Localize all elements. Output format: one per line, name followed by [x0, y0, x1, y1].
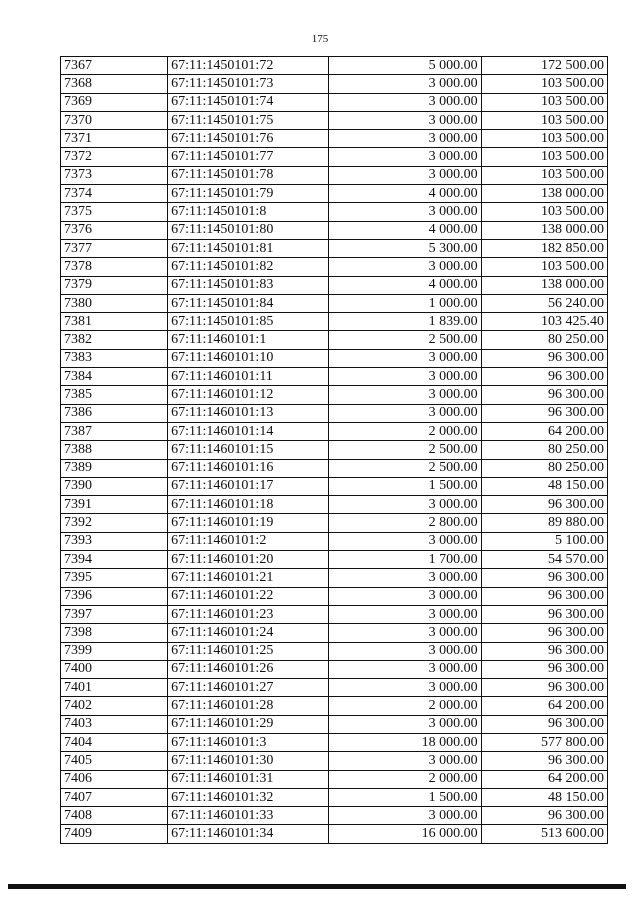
- value-cell: 96 300.00: [481, 605, 607, 623]
- row-number-cell: 7376: [61, 221, 168, 239]
- value-cell: 103 500.00: [481, 93, 607, 111]
- cadastral-table: [60, 56, 608, 844]
- area-cell: 16 000.00: [328, 825, 481, 843]
- cadastral-number-cell: 67:11:1450101:78: [168, 166, 329, 184]
- value-cell: 96 300.00: [481, 496, 607, 514]
- area-cell: 3 000.00: [328, 660, 481, 678]
- table-row: [61, 276, 608, 294]
- cadastral-number-cell: 67:11:1460101:19: [168, 514, 329, 532]
- value-cell: 103 500.00: [481, 148, 607, 166]
- cadastral-number-cell: 67:11:1450101:79: [168, 185, 329, 203]
- area-cell: 2 800.00: [328, 514, 481, 532]
- table-row: [61, 551, 608, 569]
- value-cell: 513 600.00: [481, 825, 607, 843]
- cadastral-number-cell: 67:11:1460101:27: [168, 679, 329, 697]
- area-cell: 4 000.00: [328, 185, 481, 203]
- value-cell: 103 425.40: [481, 313, 607, 331]
- row-number-cell: 7381: [61, 313, 168, 331]
- table-row: [61, 331, 608, 349]
- table-row: [61, 569, 608, 587]
- row-number-cell: 7375: [61, 203, 168, 221]
- area-cell: 3 000.00: [328, 258, 481, 276]
- cadastral-number-cell: 67:11:1450101:84: [168, 294, 329, 312]
- row-number-cell: 7377: [61, 239, 168, 257]
- value-cell: 64 200.00: [481, 697, 607, 715]
- row-number-cell: 7382: [61, 331, 168, 349]
- page-number: 175: [311, 33, 329, 45]
- area-cell: 3 000.00: [328, 203, 481, 221]
- row-number-cell: 7387: [61, 422, 168, 440]
- area-cell: 1 000.00: [328, 294, 481, 312]
- table-body: [61, 57, 608, 844]
- cadastral-number-cell: 67:11:1460101:21: [168, 569, 329, 587]
- table-row: [61, 386, 608, 404]
- cadastral-number-cell: 67:11:1450101:85: [168, 313, 329, 331]
- value-cell: 48 150.00: [481, 477, 607, 495]
- row-number-cell: 7393: [61, 532, 168, 550]
- table-row: [61, 349, 608, 367]
- table-row: [61, 807, 608, 825]
- row-number-cell: 7396: [61, 587, 168, 605]
- value-cell: 103 500.00: [481, 111, 607, 129]
- row-number-cell: 7389: [61, 459, 168, 477]
- value-cell: 103 500.00: [481, 75, 607, 93]
- row-number-cell: 7371: [61, 130, 168, 148]
- value-cell: 96 300.00: [481, 660, 607, 678]
- value-cell: 96 300.00: [481, 569, 607, 587]
- value-cell: 103 500.00: [481, 203, 607, 221]
- value-cell: 89 880.00: [481, 514, 607, 532]
- area-cell: 3 000.00: [328, 624, 481, 642]
- area-cell: 3 000.00: [328, 569, 481, 587]
- table-row: [61, 185, 608, 203]
- bottom-rule: [8, 884, 626, 889]
- cadastral-number-cell: 67:11:1460101:20: [168, 551, 329, 569]
- row-number-cell: 7404: [61, 733, 168, 751]
- table-row: [61, 477, 608, 495]
- value-cell: 103 500.00: [481, 130, 607, 148]
- area-cell: 3 000.00: [328, 368, 481, 386]
- cadastral-number-cell: 67:11:1450101:74: [168, 93, 329, 111]
- value-cell: 96 300.00: [481, 715, 607, 733]
- row-number-cell: 7373: [61, 166, 168, 184]
- area-cell: 3 000.00: [328, 386, 481, 404]
- value-cell: 96 300.00: [481, 404, 607, 422]
- row-number-cell: 7409: [61, 825, 168, 843]
- area-cell: 2 000.00: [328, 770, 481, 788]
- value-cell: 138 000.00: [481, 185, 607, 203]
- row-number-cell: 7384: [61, 368, 168, 386]
- value-cell: 182 850.00: [481, 239, 607, 257]
- value-cell: 138 000.00: [481, 276, 607, 294]
- table-row: [61, 221, 608, 239]
- cadastral-number-cell: 67:11:1460101:13: [168, 404, 329, 422]
- value-cell: 80 250.00: [481, 441, 607, 459]
- cadastral-number-cell: 67:11:1460101:1: [168, 331, 329, 349]
- cadastral-number-cell: 67:11:1460101:28: [168, 697, 329, 715]
- table-row: [61, 258, 608, 276]
- cadastral-number-cell: 67:11:1460101:24: [168, 624, 329, 642]
- value-cell: 96 300.00: [481, 807, 607, 825]
- area-cell: 2 500.00: [328, 441, 481, 459]
- table-row: [61, 587, 608, 605]
- table-row: [61, 313, 608, 331]
- area-cell: 18 000.00: [328, 733, 481, 751]
- cadastral-number-cell: 67:11:1460101:23: [168, 605, 329, 623]
- value-cell: 96 300.00: [481, 349, 607, 367]
- cadastral-number-cell: 67:11:1450101:75: [168, 111, 329, 129]
- area-cell: 2 000.00: [328, 697, 481, 715]
- row-number-cell: 7369: [61, 93, 168, 111]
- value-cell: 80 250.00: [481, 459, 607, 477]
- row-number-cell: 7374: [61, 185, 168, 203]
- area-cell: 4 000.00: [328, 221, 481, 239]
- cadastral-number-cell: 67:11:1460101:25: [168, 642, 329, 660]
- table-row: [61, 404, 608, 422]
- area-cell: 1 500.00: [328, 477, 481, 495]
- cadastral-number-cell: 67:11:1450101:76: [168, 130, 329, 148]
- table-row: [61, 496, 608, 514]
- row-number-cell: 7390: [61, 477, 168, 495]
- area-cell: 3 000.00: [328, 587, 481, 605]
- cadastral-number-cell: 67:11:1450101:73: [168, 75, 329, 93]
- cadastral-number-cell: 67:11:1460101:32: [168, 788, 329, 806]
- value-cell: 56 240.00: [481, 294, 607, 312]
- row-number-cell: 7398: [61, 624, 168, 642]
- area-cell: 3 000.00: [328, 642, 481, 660]
- table-row: [61, 660, 608, 678]
- area-cell: 3 000.00: [328, 404, 481, 422]
- value-cell: 96 300.00: [481, 587, 607, 605]
- area-cell: 1 500.00: [328, 788, 481, 806]
- table-row: [61, 697, 608, 715]
- cadastral-number-cell: 67:11:1450101:8: [168, 203, 329, 221]
- area-cell: 3 000.00: [328, 349, 481, 367]
- value-cell: 96 300.00: [481, 752, 607, 770]
- row-number-cell: 7405: [61, 752, 168, 770]
- row-number-cell: 7379: [61, 276, 168, 294]
- row-number-cell: 7395: [61, 569, 168, 587]
- cadastral-number-cell: 67:11:1460101:34: [168, 825, 329, 843]
- table-row: [61, 715, 608, 733]
- area-cell: 3 000.00: [328, 130, 481, 148]
- table-row: [61, 441, 608, 459]
- table-row: [61, 294, 608, 312]
- area-cell: 3 000.00: [328, 148, 481, 166]
- cadastral-number-cell: 67:11:1460101:2: [168, 532, 329, 550]
- area-cell: 1 839.00: [328, 313, 481, 331]
- table-row: [61, 770, 608, 788]
- value-cell: 138 000.00: [481, 221, 607, 239]
- row-number-cell: 7400: [61, 660, 168, 678]
- value-cell: 48 150.00: [481, 788, 607, 806]
- row-number-cell: 7385: [61, 386, 168, 404]
- table-row: [61, 148, 608, 166]
- cadastral-number-cell: 67:11:1460101:29: [168, 715, 329, 733]
- cadastral-number-cell: 67:11:1460101:17: [168, 477, 329, 495]
- table-row: [61, 624, 608, 642]
- row-number-cell: 7386: [61, 404, 168, 422]
- table-row: [61, 203, 608, 221]
- value-cell: 96 300.00: [481, 624, 607, 642]
- row-number-cell: 7383: [61, 349, 168, 367]
- value-cell: 96 300.00: [481, 368, 607, 386]
- table-row: [61, 75, 608, 93]
- row-number-cell: 7368: [61, 75, 168, 93]
- table-row: [61, 111, 608, 129]
- table-row: [61, 825, 608, 843]
- area-cell: 3 000.00: [328, 679, 481, 697]
- cadastral-number-cell: 67:11:1460101:15: [168, 441, 329, 459]
- area-cell: 4 000.00: [328, 276, 481, 294]
- cadastral-number-cell: 67:11:1460101:26: [168, 660, 329, 678]
- row-number-cell: 7401: [61, 679, 168, 697]
- area-cell: 3 000.00: [328, 496, 481, 514]
- cadastral-number-cell: 67:11:1460101:3: [168, 733, 329, 751]
- area-cell: 3 000.00: [328, 532, 481, 550]
- area-cell: 2 500.00: [328, 459, 481, 477]
- value-cell: 96 300.00: [481, 386, 607, 404]
- row-number-cell: 7402: [61, 697, 168, 715]
- cadastral-number-cell: 67:11:1450101:82: [168, 258, 329, 276]
- value-cell: 103 500.00: [481, 258, 607, 276]
- row-number-cell: 7407: [61, 788, 168, 806]
- table-row: [61, 605, 608, 623]
- cadastral-number-cell: 67:11:1460101:33: [168, 807, 329, 825]
- table-row: [61, 166, 608, 184]
- row-number-cell: 7378: [61, 258, 168, 276]
- row-number-cell: 7388: [61, 441, 168, 459]
- row-number-cell: 7370: [61, 111, 168, 129]
- value-cell: 96 300.00: [481, 679, 607, 697]
- value-cell: 80 250.00: [481, 331, 607, 349]
- cadastral-number-cell: 67:11:1460101:11: [168, 368, 329, 386]
- table-row: [61, 642, 608, 660]
- table-row: [61, 788, 608, 806]
- cadastral-number-cell: 67:11:1450101:83: [168, 276, 329, 294]
- area-cell: 3 000.00: [328, 166, 481, 184]
- table-row: [61, 130, 608, 148]
- cadastral-number-cell: 67:11:1450101:81: [168, 239, 329, 257]
- area-cell: 3 000.00: [328, 75, 481, 93]
- area-cell: 3 000.00: [328, 752, 481, 770]
- table-row: [61, 57, 608, 75]
- cadastral-number-cell: 67:11:1460101:30: [168, 752, 329, 770]
- value-cell: 54 570.00: [481, 551, 607, 569]
- row-number-cell: 7399: [61, 642, 168, 660]
- cadastral-number-cell: 67:11:1460101:14: [168, 422, 329, 440]
- value-cell: 577 800.00: [481, 733, 607, 751]
- value-cell: 172 500.00: [481, 57, 607, 75]
- value-cell: 64 200.00: [481, 422, 607, 440]
- table-row: [61, 679, 608, 697]
- cadastral-number-cell: 67:11:1460101:10: [168, 349, 329, 367]
- table-row: [61, 368, 608, 386]
- table-row: [61, 733, 608, 751]
- row-number-cell: 7391: [61, 496, 168, 514]
- row-number-cell: 7367: [61, 57, 168, 75]
- row-number-cell: 7403: [61, 715, 168, 733]
- row-number-cell: 7408: [61, 807, 168, 825]
- area-cell: 3 000.00: [328, 715, 481, 733]
- cadastral-number-cell: 67:11:1460101:12: [168, 386, 329, 404]
- table-row: [61, 239, 608, 257]
- area-cell: 5 000.00: [328, 57, 481, 75]
- cadastral-number-cell: 67:11:1450101:80: [168, 221, 329, 239]
- value-cell: 64 200.00: [481, 770, 607, 788]
- area-cell: 2 500.00: [328, 331, 481, 349]
- cadastral-number-cell: 67:11:1460101:31: [168, 770, 329, 788]
- table-row: [61, 459, 608, 477]
- table-row: [61, 422, 608, 440]
- cadastral-number-cell: 67:11:1460101:16: [168, 459, 329, 477]
- table-row: [61, 752, 608, 770]
- area-cell: 3 000.00: [328, 111, 481, 129]
- row-number-cell: 7372: [61, 148, 168, 166]
- area-cell: 3 000.00: [328, 93, 481, 111]
- cadastral-number-cell: 67:11:1450101:77: [168, 148, 329, 166]
- table-row: [61, 514, 608, 532]
- area-cell: 5 300.00: [328, 239, 481, 257]
- row-number-cell: 7394: [61, 551, 168, 569]
- cadastral-number-cell: 67:11:1450101:72: [168, 57, 329, 75]
- row-number-cell: 7392: [61, 514, 168, 532]
- row-number-cell: 7397: [61, 605, 168, 623]
- area-cell: 3 000.00: [328, 605, 481, 623]
- value-cell: 96 300.00: [481, 642, 607, 660]
- table-row: [61, 532, 608, 550]
- cadastral-number-cell: 67:11:1460101:22: [168, 587, 329, 605]
- value-cell: 103 500.00: [481, 166, 607, 184]
- area-cell: 3 000.00: [328, 807, 481, 825]
- value-cell: 5 100.00: [481, 532, 607, 550]
- cadastral-number-cell: 67:11:1460101:18: [168, 496, 329, 514]
- row-number-cell: 7406: [61, 770, 168, 788]
- area-cell: 2 000.00: [328, 422, 481, 440]
- area-cell: 1 700.00: [328, 551, 481, 569]
- table-row: [61, 93, 608, 111]
- row-number-cell: 7380: [61, 294, 168, 312]
